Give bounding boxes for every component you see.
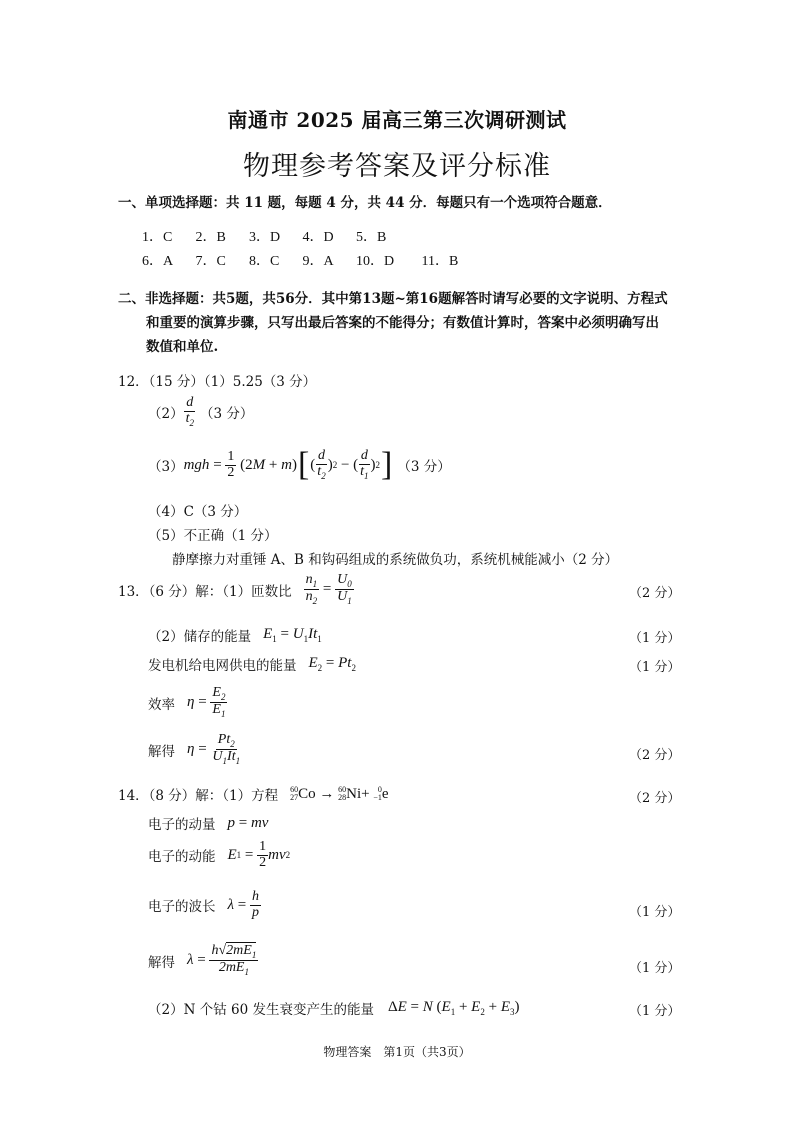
answer: 2．B bbox=[195, 230, 226, 245]
section1-heading: 一、单项选择题：共 11 题，每题 4 分，共 44 分．每题只有一个选项符合题意． bbox=[118, 195, 612, 211]
q12-part2 bbox=[148, 396, 253, 428]
q12-part3 bbox=[148, 448, 451, 482]
q12-header: 12．（15 分）（1）5.25（3 分） bbox=[118, 374, 317, 390]
answer: 7．C bbox=[195, 254, 226, 269]
section2-heading-1: 二、非选择题：共5题，共56分．其中第13题~第16题解答时请写必要的文字说明、方程式 bbox=[118, 291, 668, 307]
answers-row-1 bbox=[142, 226, 406, 246]
q13-stored-energy-label: （2）储存的能量 bbox=[148, 629, 252, 645]
answers-row-2 bbox=[142, 250, 472, 270]
q12-part2-score: （3 分） bbox=[199, 405, 254, 422]
q14-wavelength-label: 电子的波长 bbox=[148, 899, 216, 916]
page-title: 南通市 2025 届高三第三次调研测试 bbox=[227, 108, 567, 132]
q12-part4: （4）C（3 分） bbox=[148, 504, 248, 520]
q12-part5: （5）不正确（1 分） bbox=[148, 528, 278, 544]
answer: 5．B bbox=[356, 230, 387, 245]
answer: 9．A bbox=[302, 254, 334, 269]
formula-efficiency-result: η = $\frac{Pt_2}{U_1It_1}$ bbox=[187, 732, 241, 767]
q13-efficiency-label: 效率 bbox=[148, 696, 175, 713]
q13-part2-score: （1 分） bbox=[629, 631, 681, 646]
q13-solution bbox=[148, 733, 242, 766]
formula-kinetic-energy: E 1 = $\frac{1}{2}$ mv 2 bbox=[227, 839, 291, 870]
q13-solution-score: （2 分） bbox=[629, 748, 681, 763]
q14-part1-score: （2 分） bbox=[629, 791, 681, 806]
q13-header: 13．（6 分）解：（1）匝数比 bbox=[118, 583, 292, 600]
answer: 10．D bbox=[356, 254, 395, 269]
formula-turns-ratio: $\frac{n_1}{n_2}$ = $\frac{U_0}{U_1}$ bbox=[305, 572, 352, 607]
q13-part3-score: （1 分） bbox=[629, 660, 681, 675]
q14-momentum-label: 电子的动量 bbox=[148, 817, 216, 833]
formula-efficiency: η = $\frac{E_2}{E_1}$ bbox=[187, 685, 226, 720]
page-footer: 物理答案 第1页（共3页） bbox=[323, 1045, 471, 1059]
answer: 6．A bbox=[142, 254, 174, 269]
page-subtitle: 物理参考答案及评分标准 bbox=[243, 151, 551, 182]
q14-solution bbox=[148, 944, 258, 977]
q14-wavelength-score: （1 分） bbox=[629, 905, 681, 920]
q14-momentum bbox=[148, 813, 268, 833]
answer: 11．B bbox=[421, 254, 459, 269]
formula-stored-energy: $E_1 = U_1It_1$ bbox=[263, 626, 322, 644]
q13-part1-score: （2 分） bbox=[629, 586, 681, 601]
q14-kinetic-label: 电子的动能 bbox=[148, 849, 216, 866]
formula-supply-energy: $E_2 = Pt_2$ bbox=[308, 655, 356, 673]
q14-part2 bbox=[148, 998, 519, 1018]
q14-solution-label: 解得 bbox=[148, 954, 175, 971]
q12-part3-label: （3） bbox=[148, 459, 184, 475]
q14-wavelength bbox=[148, 890, 261, 920]
q13-part1 bbox=[118, 573, 354, 606]
formula-wavelength: λ = $\frac{h}{p}$ bbox=[227, 889, 259, 920]
answer: 1．C bbox=[142, 230, 173, 245]
answer: 8．C bbox=[249, 254, 280, 269]
formula-momentum: p = mv bbox=[227, 814, 269, 831]
q14-part2-label: （2）N 个钴 60 发生衰变产生的能量 bbox=[148, 1002, 374, 1018]
q13-supply-energy-label: 发电机给电网供电的能量 bbox=[148, 658, 297, 674]
formula-energy-conservation: mgh = $\frac{1}{2}$ (2 M + m ) [ ( $\frac{d}{t_2}$ ) 2 − ( $\frac{d}{t_1}$ ) 2 ] bbox=[183, 446, 393, 483]
q14-header: 14．（8 分）解：（1）方程 bbox=[118, 788, 279, 804]
formula-d-over-t2: $\frac{d}{t_2}$ bbox=[185, 395, 194, 428]
q12-part2-label: （2） bbox=[148, 405, 184, 422]
answer: 3．D bbox=[249, 230, 281, 245]
q13-part3 bbox=[148, 654, 356, 674]
q14-part2-score: （1 分） bbox=[629, 1004, 681, 1019]
formula-total-energy: ΔE = N $(E_1 + E_2 + E_3)$ bbox=[387, 999, 520, 1017]
section2-heading-2: 和重要的演算步骤，只写出最后答案的不能得分；有数值计算时，答案中必须明确写出 bbox=[146, 315, 659, 331]
q13-part2 bbox=[148, 625, 322, 645]
q13-efficiency bbox=[148, 686, 227, 719]
section2-heading-3: 数值和单位. bbox=[146, 339, 219, 355]
formula-wavelength-result: λ = $\frac{h√2mE_1}{2mE_1}$ bbox=[187, 943, 257, 978]
q13-solution-label: 解得 bbox=[148, 743, 175, 760]
q12-part5-reason: 静摩擦力对重锤 A、B 和钩码组成的系统做负功，系统机械能减小（2 分） bbox=[172, 552, 619, 568]
q12-part3-score: （3 分） bbox=[397, 459, 451, 475]
answer: 4．D bbox=[302, 230, 334, 245]
q14-kinetic bbox=[148, 840, 290, 870]
q14-solution-score: （1 分） bbox=[629, 961, 681, 976]
formula-decay-equation: 60 27 Co → 60 28 Ni+ 0 −1 e bbox=[290, 785, 389, 802]
q14-part1 bbox=[118, 784, 389, 804]
